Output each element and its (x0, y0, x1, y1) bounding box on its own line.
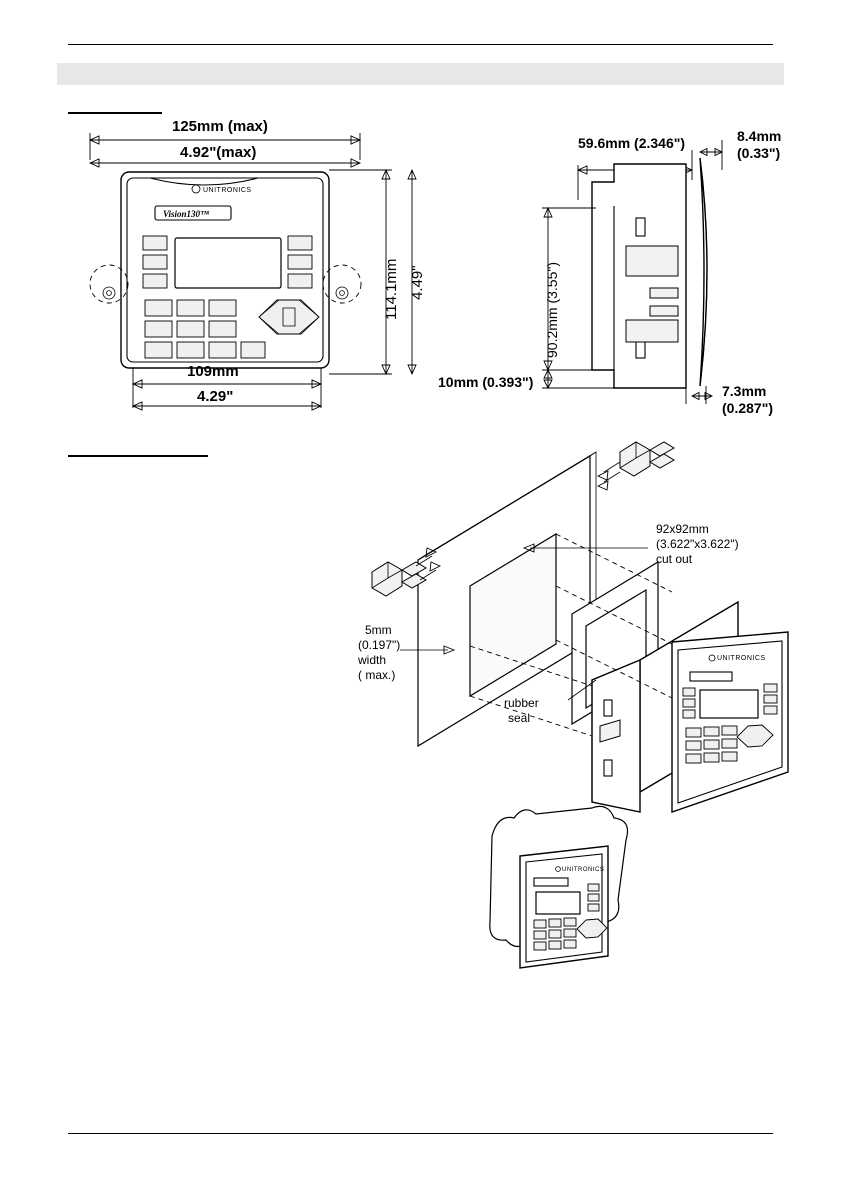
side-depth: 59.6mm (2.346") (578, 135, 686, 151)
rubber-seal-line2: seal (508, 711, 531, 725)
front-width-max-in: 4.92"(max) (180, 144, 257, 161)
panel-width-line4: ( max.) (358, 668, 396, 682)
side-lower-offset: 10mm (0.393") (438, 374, 534, 390)
rubber-seal-line1: rubber (504, 696, 539, 710)
svg-text:UNITRONICS: UNITRONICS (203, 187, 252, 194)
front-height-in: 4.49" (409, 265, 426, 300)
svg-text:UNITRONICS: UNITRONICS (562, 867, 605, 873)
side-rear-thickness-line2: (0.287") (722, 400, 773, 416)
panel-width-line2: (0.197") (358, 638, 401, 652)
cutout-label-line1: 92x92mm (656, 522, 709, 536)
front-height-mm: 114.1mm (383, 258, 400, 320)
front-base-width-in: 4.29" (197, 388, 234, 405)
cutout-label-line3: cut out (656, 552, 693, 566)
side-rear-thickness-line1: 7.3mm (722, 383, 767, 399)
front-width-max-mm: 125mm (max) (172, 118, 268, 135)
side-bezel-thickness-line1: 8.4mm (737, 128, 782, 144)
svg-text:UNITRONICS: UNITRONICS (717, 655, 766, 662)
front-base-width-mm: 109mm (187, 363, 239, 380)
panel-width-line3: width (358, 653, 387, 667)
side-bezel-thickness-line2: (0.33") (737, 145, 781, 161)
panel-width-line1: 5mm (365, 623, 392, 637)
svg-text:Vision130™: Vision130™ (163, 209, 210, 219)
side-body-height: 90.2mm (3.55") (544, 261, 560, 358)
cutout-label-line2: (3.622"x3.622") (656, 537, 739, 551)
